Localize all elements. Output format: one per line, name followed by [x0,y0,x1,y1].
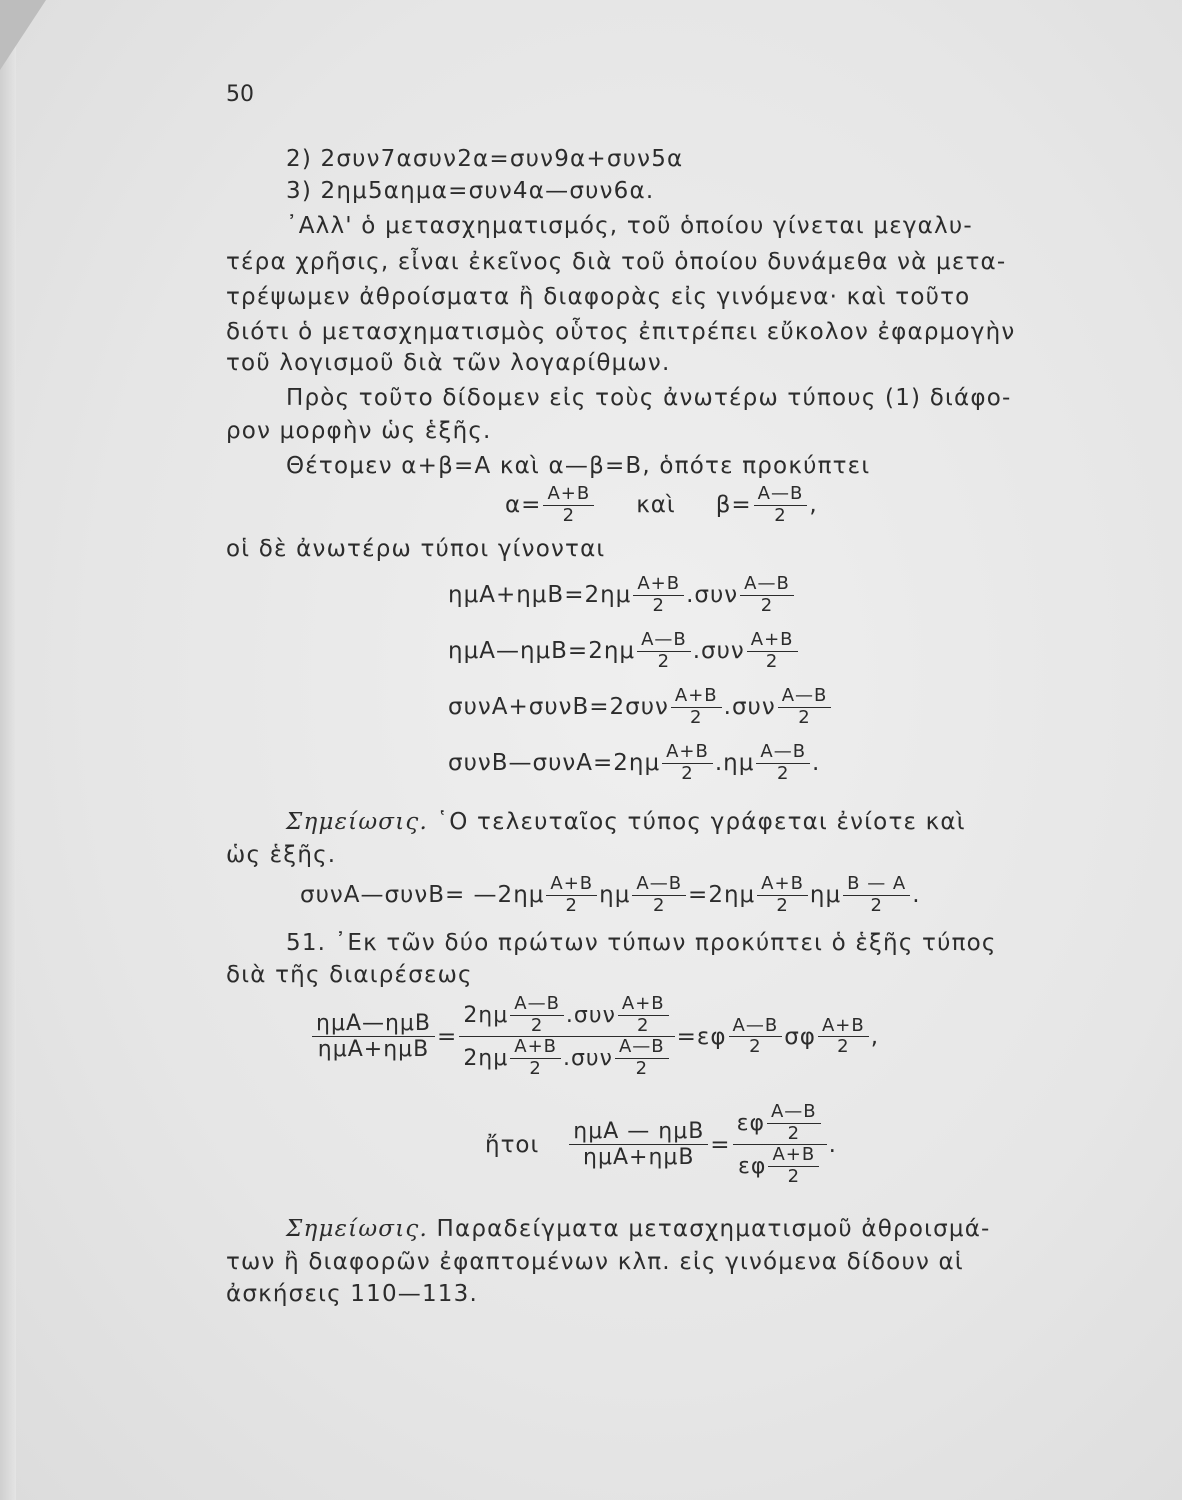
fraction: $\frac{A—B}{2}$ [778,686,832,728]
sine-ratio: $\frac{\text{ημA — ημB}}{\text{ημA+ημB}}$ [569,1119,708,1171]
fraction: $\frac{A—B}{2}$ [756,742,810,784]
fraction: $\frac{A+B}{2}$ [618,994,669,1036]
equation-note: συνA—συνB= —2ημ $\frac{A+B}{2}$ ημ $\frac{A—B}{2}$ =2ημ $\frac{A+B}{2}$ ημ $\frac{B — A}{2}$ . [300,873,921,916]
fraction: $\frac{A+B}{2}$ [768,1145,819,1187]
quotient-rhs: 2ημ $\frac{A—B}{2}$ .συν $\frac{A+B}{2}$ 2ημ $\frac{A+B}{2}$ .συν $\frac{A—B}{2}$ [459,994,674,1080]
fraction: $\frac{A—B}{2}$ [632,874,686,916]
hetoi: ἤτοι [485,1131,540,1158]
fraction: $\frac{A—B}{2}$ [767,1102,821,1144]
quotient-lhs: $\frac{\text{ημA—ημB}}{\text{ημA+ημB}}$ [312,1011,435,1063]
fraction: $\frac{A—B}{2}$ [729,1016,783,1058]
note-2 [286,1216,991,1242]
paragraph-line: ρον μορφὴν ὡς ἑξῆς. [226,418,492,444]
equation-1: ημA+ημB=2ημ $\frac{A+B}{2}$ .συν $\frac{A—B}{2}$ [448,574,796,616]
alpha-eq: α= [505,492,542,519]
fraction: $\frac{A+B}{2}$ [543,484,594,526]
fraction: $\frac{A+B}{2}$ [662,742,713,784]
fraction: $\frac{A+B}{2}$ [546,874,597,916]
page-number: 50 [226,82,254,107]
fraction: $\frac{A+B}{2}$ [671,686,722,728]
paragraph-line: τοῦ λογισμοῦ διὰ τῶν λογαρίθμων. [226,350,671,376]
note-label: Σημείωσις. [286,1216,429,1242]
fraction: $\frac{A+B}{2}$ [747,630,798,672]
beta-eq: β= [715,492,752,519]
paragraph-line: Θέτομεν α+β=Α καὶ α—β=Β, ὁπότε προκύπτει [286,453,871,479]
paragraph-line: Πρὸς τοῦτο δίδομεν εἰς τοὺς ἀνωτέρω τύπους (1) διάφο- [286,385,1012,411]
paragraph-line: 51. ᾿Εκ τῶν δύο πρώτων τύπων προκύπτει ὁ ἑξῆς τύπος [286,930,997,956]
page-left-edge [0,0,16,1500]
paragraph-line: των ἢ διαφορῶν ἐφαπτομένων κλπ. εἰς γινόμενα δίδουν αἱ [226,1249,964,1275]
tangent-ratio: εφ $\frac{A—B}{2}$ εφ $\frac{A+B}{2}$ [733,1102,827,1188]
fraction: $\frac{A+B}{2}$ [633,574,684,616]
note-text: ῾Ο τελευταῖος τύπος γράφεται ἐνίοτε καὶ [436,809,966,835]
paragraph-line: τρέψωμεν ἀθροίσματα ἢ διαφορὰς εἰς γινόμενα· καὶ τοῦτο [226,284,971,310]
fraction: $\frac{A+B}{2}$ [818,1016,869,1058]
formula-3: 3) 2ημ5αημα=συν4α—συν6α. [286,178,655,204]
alpha-beta-definition: α= $\frac{A+B}{2}$ καὶ β= $\frac{A—B}{2}$ , [505,483,818,526]
paragraph-line: ἀσκήσεις 110—113. [226,1281,478,1307]
equation-2: ημA—ημB=2ημ $\frac{A—B}{2}$ .συν $\frac{A+B}{2}$ [448,630,800,672]
paragraph-line: διότι ὁ μετασχηματισμὸς οὗτος ἐπιτρέπει εὔκολον ἐφαρμογὴν [226,319,1016,345]
equation-4: συνB—συνA=2ημ $\frac{A+B}{2}$ .ημ $\frac{A—B}{2}$ . [448,741,821,784]
equation-3: συνA+συνB=2συν $\frac{A+B}{2}$ .συν $\frac{A—B}{2}$ [448,686,833,728]
note-text: Παραδείγματα μετασχηματισμοῦ ἀθροισμά- [436,1216,991,1242]
formula-2: 2) 2συν7ασυν2α=συν9α+συν5α [286,146,684,172]
paragraph-line: ᾿Αλλ' ὁ μετασχηματισμός, τοῦ ὁποίου γίνεται μεγαλυ- [286,213,973,239]
note-1 [286,809,966,835]
fraction: $\frac{A—B}{2}$ [637,630,691,672]
fraction: $\frac{A—B}{2}$ [740,574,794,616]
note-label: Σημείωσις. [286,809,429,835]
fraction: $\frac{A+B}{2}$ [757,874,808,916]
page-corner [0,0,46,70]
paragraph-line: διὰ τῆς διαιρέσεως [226,962,473,988]
fraction: $\frac{B — A}{2}$ [843,874,910,916]
fraction: $\frac{A—B}{2}$ [754,484,808,526]
fraction: $\frac{A—B}{2}$ [510,994,564,1036]
kai: καὶ [636,492,676,519]
paragraph-line: τέρα χρῆσις, εἶναι ἐκεῖνος διὰ τοῦ ὁποίου δυνάμεθα νὰ μετα- [226,249,1007,275]
fraction: $\frac{A+B}{2}$ [510,1037,561,1079]
fraction: $\frac{A—B}{2}$ [615,1037,669,1079]
paragraph-line: οἱ δὲ ἀνωτέρω τύποι γίνονται [226,536,606,562]
division-equation: $\frac{\text{ημA—ημB}}{\text{ημA+ημB}}$ = 2ημ $\frac{A—B}{2}$ .συν $\frac{A+B}{2}$ 2ημ $\frac{A+B}{2}$ .συν $\frac{A—B}{2}$ =εφ $\frac{A—B}{2}$ σφ $\frac{A+B}{2}$ , [310,994,879,1080]
result-equation: ἤτοι $\frac{\text{ημA — ημB}}{\text{ημA+ημB}}$ = εφ $\frac{A—B}{2}$ εφ $\frac{A+B}{2}$ . [485,1101,837,1188]
paragraph-line: ὡς ἑξῆς. [226,842,337,868]
